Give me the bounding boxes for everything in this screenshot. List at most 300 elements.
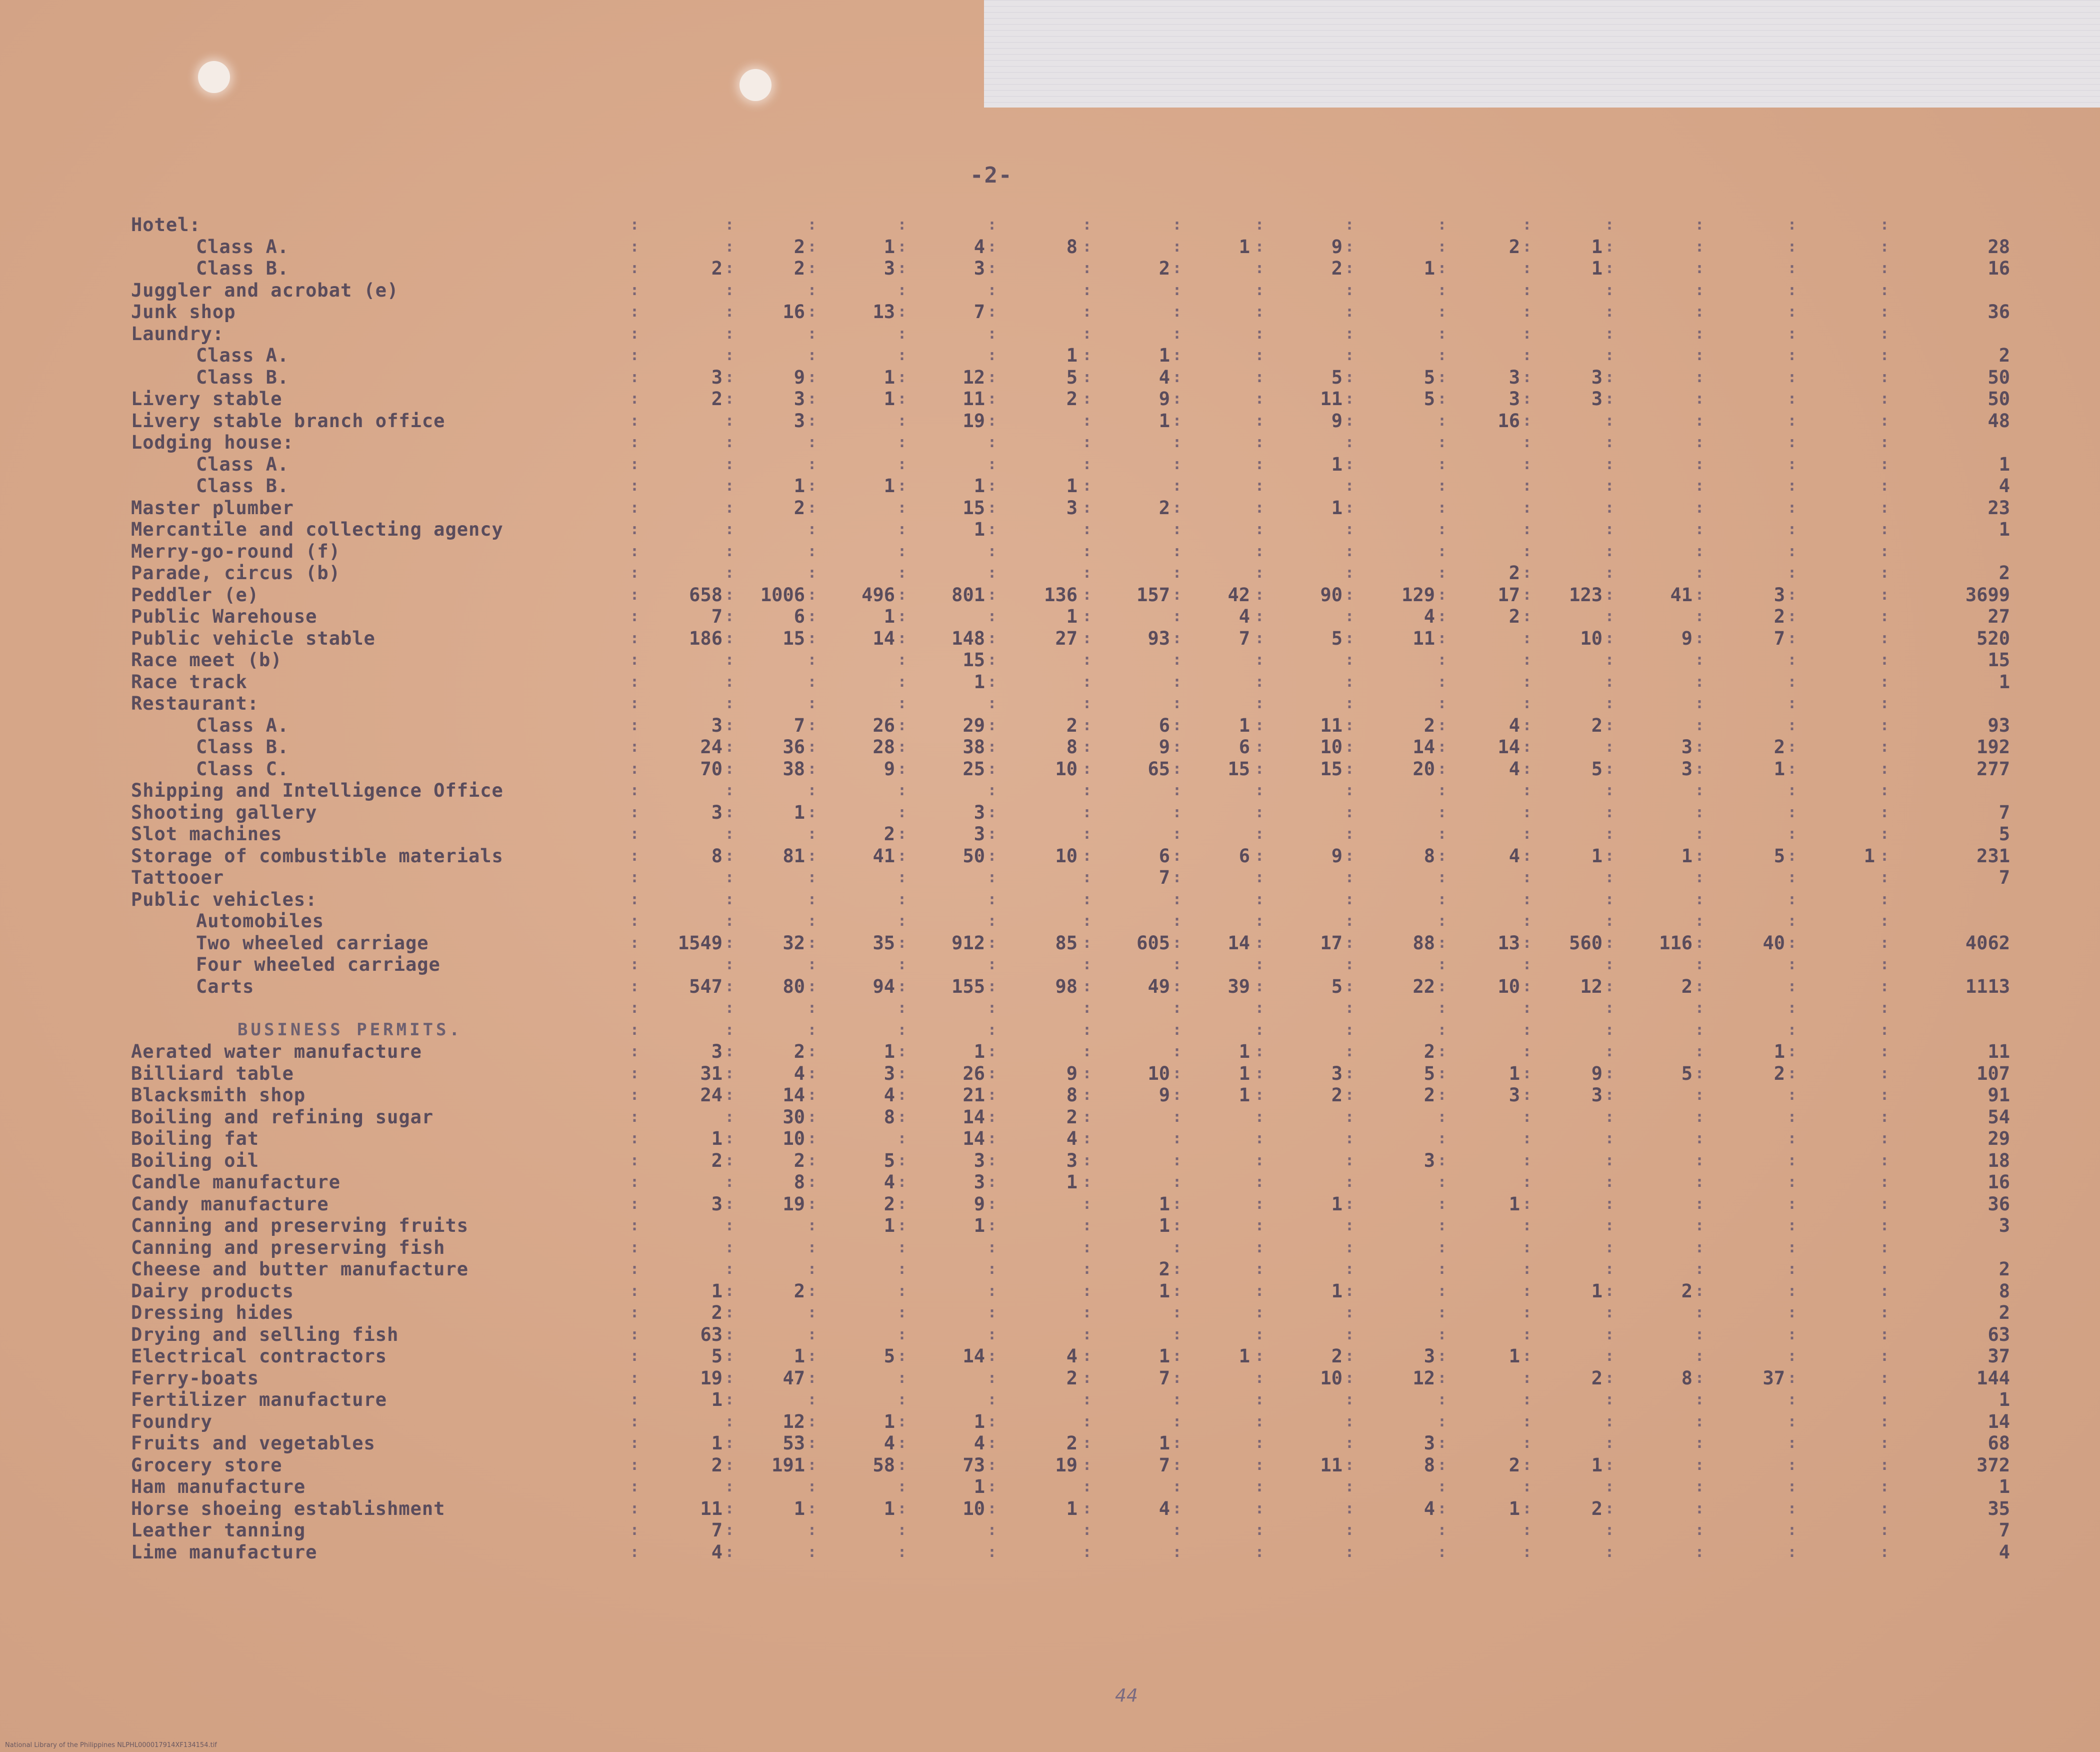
- column-separator: :: [808, 390, 817, 408]
- column-separator: :: [725, 1217, 734, 1234]
- column-separator: :: [725, 1391, 734, 1408]
- cell-value: 2: [1591, 714, 1602, 736]
- column-separator: :: [1082, 368, 1092, 386]
- table-row: [0, 867, 2100, 889]
- column-separator: :: [630, 390, 640, 408]
- cell-value: 3: [1591, 366, 1602, 388]
- table-row: [0, 606, 2100, 628]
- column-separator: :: [1695, 934, 1704, 952]
- table-row: [0, 497, 2100, 519]
- column-separator: :: [1438, 368, 1447, 386]
- cell-value: 4: [884, 1171, 895, 1193]
- column-separator: :: [808, 956, 817, 973]
- column-separator: :: [1605, 956, 1614, 973]
- column-separator: :: [1172, 1543, 1182, 1561]
- column-separator: :: [1172, 1456, 1182, 1474]
- column-separator: :: [725, 716, 734, 734]
- cell-value: 63: [700, 1323, 722, 1345]
- column-separator: :: [1880, 521, 1890, 538]
- column-separator: :: [1345, 608, 1354, 625]
- column-separator: :: [1695, 1347, 1704, 1365]
- column-separator: :: [1255, 1391, 1264, 1408]
- column-separator: :: [1082, 434, 1092, 451]
- column-separator: :: [1605, 238, 1614, 256]
- column-separator: :: [1082, 956, 1092, 973]
- column-separator: :: [808, 1499, 817, 1517]
- cell-value: 1: [1331, 453, 1342, 475]
- column-separator: :: [725, 1282, 734, 1300]
- column-separator: :: [1880, 716, 1890, 734]
- column-separator: :: [1255, 1108, 1264, 1126]
- table-row: [0, 1345, 2100, 1367]
- handwritten-page-number: 44: [1115, 1685, 1138, 1706]
- column-separator: :: [1438, 1412, 1447, 1430]
- column-separator: :: [725, 390, 734, 408]
- cell-value: 1: [884, 366, 895, 388]
- cell-value: 1: [1066, 475, 1078, 497]
- row-label: Class A.: [196, 236, 290, 258]
- column-separator: :: [1788, 1151, 1797, 1169]
- column-separator: :: [1605, 1521, 1614, 1539]
- table-row: [0, 1432, 2100, 1454]
- column-separator: :: [1438, 1217, 1447, 1234]
- cell-value: 801: [952, 584, 985, 606]
- column-separator: :: [630, 1151, 640, 1169]
- column-separator: :: [988, 260, 997, 277]
- table-row: [0, 1519, 2100, 1541]
- cell-value: 2: [1591, 1367, 1602, 1389]
- column-separator: :: [1438, 260, 1447, 277]
- column-separator: :: [1522, 564, 1532, 582]
- column-separator: :: [1522, 1282, 1532, 1300]
- cell-value: 10: [1498, 975, 1520, 997]
- column-separator: :: [1788, 1195, 1797, 1213]
- column-separator: :: [988, 1369, 997, 1387]
- cell-value: 1: [1066, 1497, 1078, 1519]
- column-separator: :: [1605, 1391, 1614, 1408]
- column-separator: :: [1345, 1412, 1354, 1430]
- cell-value: 15: [782, 627, 805, 649]
- cell-value: 2: [1508, 606, 1520, 627]
- column-separator: :: [1695, 1391, 1704, 1408]
- cell-value: 39: [1228, 975, 1250, 997]
- column-separator: :: [1695, 673, 1704, 691]
- cell-value: 10: [1580, 627, 1602, 649]
- column-separator: :: [1438, 1260, 1447, 1278]
- column-separator: :: [1880, 1282, 1890, 1300]
- column-separator: :: [1605, 1130, 1614, 1147]
- column-separator: :: [808, 368, 817, 386]
- column-separator: :: [1172, 869, 1182, 886]
- cell-value: 25: [962, 758, 985, 780]
- punch-hole-right: [740, 69, 772, 101]
- cell-value: 129: [1402, 584, 1435, 606]
- row-total: 2: [1998, 562, 2010, 584]
- table-row: [0, 432, 2100, 454]
- column-separator: :: [808, 260, 817, 277]
- column-separator: :: [1082, 738, 1092, 756]
- column-separator: :: [1880, 912, 1890, 930]
- table-row: [0, 1367, 2100, 1389]
- cell-value: 4: [974, 1432, 985, 1454]
- column-separator: :: [1695, 825, 1704, 843]
- column-separator: :: [1880, 760, 1890, 778]
- column-separator: :: [808, 1325, 817, 1343]
- column-separator: :: [988, 564, 997, 582]
- column-separator: :: [1695, 368, 1704, 386]
- column-separator: :: [1522, 738, 1532, 756]
- column-separator: :: [1255, 1195, 1264, 1213]
- cell-value: 1: [1331, 497, 1342, 519]
- column-separator: :: [1438, 956, 1447, 973]
- cell-value: 3: [711, 801, 722, 823]
- cell-value: 9: [1066, 1062, 1078, 1084]
- scanner-overlay-strip: [984, 0, 2100, 108]
- table-row: [0, 1193, 2100, 1215]
- cell-value: 8: [794, 1171, 805, 1193]
- column-separator: :: [1255, 390, 1264, 408]
- cell-value: 1: [1331, 1193, 1342, 1215]
- column-separator: :: [630, 1478, 640, 1495]
- column-separator: :: [988, 303, 997, 321]
- column-separator: :: [1438, 1499, 1447, 1517]
- column-separator: :: [1255, 869, 1264, 886]
- cell-value: 7: [711, 1519, 722, 1541]
- cell-value: 8: [1066, 236, 1078, 258]
- column-separator: :: [988, 673, 997, 691]
- column-separator: :: [1082, 1195, 1092, 1213]
- column-separator: :: [1345, 1021, 1354, 1039]
- row-label: Candle manufacture: [131, 1171, 340, 1193]
- column-separator: :: [988, 390, 997, 408]
- column-separator: :: [988, 412, 997, 430]
- row-label: Horse shoeing establishment: [131, 1497, 446, 1519]
- cell-value: 31: [700, 1062, 722, 1084]
- cell-value: 1: [1238, 1041, 1250, 1062]
- column-separator: :: [1522, 803, 1532, 821]
- column-separator: :: [725, 216, 734, 234]
- cell-value: 16: [782, 301, 805, 323]
- column-separator: :: [630, 1282, 640, 1300]
- row-total: 50: [1988, 388, 2010, 410]
- column-separator: :: [898, 869, 907, 886]
- cell-value: 15: [1228, 758, 1250, 780]
- column-separator: :: [1172, 782, 1182, 799]
- column-separator: :: [1880, 782, 1890, 799]
- column-separator: :: [1788, 1086, 1797, 1104]
- scan-credit: National Library of the Philippines NLPHL000017914XF134154.tif: [5, 1741, 217, 1749]
- column-separator: :: [1605, 1238, 1614, 1256]
- cell-value: 1: [974, 1476, 985, 1497]
- column-separator: :: [1438, 608, 1447, 625]
- column-separator: :: [1255, 521, 1264, 538]
- cell-value: 10: [782, 1128, 805, 1149]
- column-separator: :: [1345, 1064, 1354, 1082]
- row-label: Laundry:: [131, 323, 224, 345]
- cell-value: 1: [1508, 1497, 1520, 1519]
- cell-value: 2: [1331, 1345, 1342, 1367]
- row-label: Restaurant:: [131, 693, 260, 714]
- column-separator: :: [1788, 1238, 1797, 1256]
- column-separator: :: [898, 260, 907, 277]
- column-separator: :: [1880, 260, 1890, 277]
- table-row: [0, 671, 2100, 693]
- column-separator: :: [988, 1151, 997, 1169]
- column-separator: :: [898, 673, 907, 691]
- column-separator: :: [1788, 695, 1797, 712]
- cell-value: 10: [962, 1497, 985, 1519]
- row-label: Blacksmith shop: [131, 1084, 306, 1106]
- column-separator: :: [1255, 325, 1264, 343]
- column-separator: :: [1788, 1108, 1797, 1126]
- column-separator: :: [898, 1151, 907, 1169]
- column-separator: :: [1695, 1064, 1704, 1082]
- column-separator: :: [725, 1260, 734, 1278]
- cell-value: 53: [782, 1432, 805, 1454]
- column-separator: :: [808, 1021, 817, 1039]
- column-separator: :: [988, 434, 997, 451]
- cell-value: 4: [1066, 1128, 1078, 1149]
- cell-value: 6: [1158, 845, 1170, 867]
- column-separator: :: [1172, 1304, 1182, 1321]
- column-separator: :: [630, 956, 640, 973]
- cell-value: 1: [884, 388, 895, 410]
- row-label: Ham manufacture: [131, 1476, 306, 1497]
- column-separator: :: [1082, 1543, 1092, 1561]
- cell-value: 5: [1066, 366, 1078, 388]
- column-separator: :: [630, 1434, 640, 1452]
- cell-value: 157: [1136, 584, 1170, 606]
- column-separator: :: [898, 1217, 907, 1234]
- column-separator: :: [1695, 1543, 1704, 1561]
- column-separator: :: [1695, 521, 1704, 538]
- column-separator: :: [1172, 1108, 1182, 1126]
- column-separator: :: [808, 1412, 817, 1430]
- column-separator: :: [988, 1347, 997, 1365]
- column-separator: :: [1880, 1238, 1890, 1256]
- column-separator: :: [1438, 564, 1447, 582]
- column-separator: :: [1082, 1282, 1092, 1300]
- column-separator: :: [630, 1195, 640, 1213]
- cell-value: 10: [1148, 1062, 1170, 1084]
- column-separator: :: [1605, 1369, 1614, 1387]
- column-separator: :: [1438, 760, 1447, 778]
- column-separator: :: [898, 1543, 907, 1561]
- column-separator: :: [1522, 1173, 1532, 1191]
- column-separator: :: [630, 1021, 640, 1039]
- column-separator: :: [630, 1086, 640, 1104]
- column-separator: :: [725, 738, 734, 756]
- cell-value: 1: [1158, 345, 1170, 366]
- column-separator: :: [1522, 281, 1532, 299]
- cell-value: 70: [700, 758, 722, 780]
- column-separator: :: [1345, 1217, 1354, 1234]
- column-separator: :: [1172, 216, 1182, 234]
- column-separator: :: [988, 1391, 997, 1408]
- column-separator: :: [1345, 1369, 1354, 1387]
- row-label: Carts: [196, 975, 254, 997]
- column-separator: :: [1522, 825, 1532, 843]
- cell-value: 3: [884, 258, 895, 279]
- column-separator: :: [1605, 934, 1614, 952]
- column-separator: :: [1788, 1412, 1797, 1430]
- column-separator: :: [725, 1130, 734, 1147]
- column-separator: :: [1695, 586, 1704, 604]
- cell-value: 4: [711, 1541, 722, 1563]
- column-separator: :: [1788, 216, 1797, 234]
- column-separator: :: [808, 1260, 817, 1278]
- cell-value: 2: [1681, 1280, 1692, 1302]
- column-separator: :: [988, 956, 997, 973]
- cell-value: 4: [1066, 1345, 1078, 1367]
- row-total: 4: [1998, 475, 2010, 497]
- column-separator: :: [725, 368, 734, 386]
- column-separator: :: [808, 738, 817, 756]
- column-separator: :: [1345, 455, 1354, 473]
- cell-value: 19: [700, 1367, 722, 1389]
- column-separator: :: [1605, 1304, 1614, 1321]
- row-label: Shipping and Intelligence Office: [131, 780, 504, 801]
- table-row: [0, 562, 2100, 584]
- column-separator: :: [1345, 629, 1354, 647]
- cell-value: 9: [1158, 388, 1170, 410]
- column-separator: :: [1082, 1217, 1092, 1234]
- column-separator: :: [1082, 629, 1092, 647]
- cell-value: 8: [1066, 736, 1078, 758]
- column-separator: :: [725, 608, 734, 625]
- row-label: Hotel:: [131, 214, 201, 236]
- column-separator: :: [988, 542, 997, 560]
- cell-value: 19: [1055, 1454, 1078, 1476]
- column-separator: :: [1438, 1238, 1447, 1256]
- column-separator: :: [808, 412, 817, 430]
- column-separator: :: [630, 325, 640, 343]
- row-total: 93: [1988, 714, 2010, 736]
- column-separator: :: [1255, 1238, 1264, 1256]
- column-separator: :: [1255, 782, 1264, 799]
- column-separator: :: [1605, 1151, 1614, 1169]
- column-separator: :: [1788, 803, 1797, 821]
- cell-value: 3: [1508, 366, 1520, 388]
- row-total: 54: [1988, 1106, 2010, 1128]
- column-separator: :: [1082, 782, 1092, 799]
- column-separator: :: [1082, 412, 1092, 430]
- cell-value: 9: [1681, 627, 1692, 649]
- column-separator: :: [1695, 1478, 1704, 1495]
- column-separator: :: [1082, 586, 1092, 604]
- column-separator: :: [1880, 847, 1890, 865]
- column-separator: :: [1522, 586, 1532, 604]
- column-separator: :: [1605, 629, 1614, 647]
- column-separator: :: [1345, 521, 1354, 538]
- column-separator: :: [1605, 999, 1614, 1017]
- column-separator: :: [1788, 847, 1797, 865]
- row-label: Lime manufacture: [131, 1541, 318, 1563]
- column-separator: :: [1605, 608, 1614, 625]
- column-separator: :: [1788, 1369, 1797, 1387]
- column-separator: :: [1522, 1151, 1532, 1169]
- row-label: Dressing hides: [131, 1302, 294, 1323]
- cell-value: 4: [1424, 606, 1435, 627]
- column-separator: :: [1438, 1151, 1447, 1169]
- column-separator: :: [725, 238, 734, 256]
- column-separator: :: [630, 1304, 640, 1321]
- column-separator: :: [1438, 738, 1447, 756]
- column-separator: :: [988, 1304, 997, 1321]
- cell-value: 2: [1424, 1041, 1435, 1062]
- column-separator: :: [1880, 890, 1890, 908]
- column-separator: :: [1880, 999, 1890, 1017]
- column-separator: :: [1788, 1304, 1797, 1321]
- column-separator: :: [1788, 455, 1797, 473]
- table-row: [0, 715, 2100, 737]
- cell-value: 2: [1331, 258, 1342, 279]
- column-separator: :: [630, 455, 640, 473]
- column-separator: :: [898, 760, 907, 778]
- column-separator: :: [1255, 1543, 1264, 1561]
- row-total: 8: [1998, 1280, 2010, 1302]
- column-separator: :: [1082, 1238, 1092, 1256]
- cell-value: 4: [1158, 1497, 1170, 1519]
- column-separator: :: [1695, 260, 1704, 277]
- cell-value: 2: [794, 1280, 805, 1302]
- column-separator: :: [1605, 912, 1614, 930]
- column-separator: :: [1695, 434, 1704, 451]
- table-row: [0, 280, 2100, 302]
- column-separator: :: [630, 260, 640, 277]
- table-row: [0, 301, 2100, 323]
- cell-value: 116: [1659, 932, 1692, 954]
- cell-value: 15: [1320, 758, 1342, 780]
- column-separator: :: [898, 608, 907, 625]
- column-separator: :: [1788, 716, 1797, 734]
- column-separator: :: [1172, 1282, 1182, 1300]
- column-separator: :: [1522, 1521, 1532, 1539]
- column-separator: :: [1082, 934, 1092, 952]
- column-separator: :: [1438, 825, 1447, 843]
- column-separator: :: [1172, 325, 1182, 343]
- cell-value: 9: [1331, 845, 1342, 867]
- column-separator: :: [898, 1499, 907, 1517]
- column-separator: :: [988, 1217, 997, 1234]
- column-separator: :: [898, 1021, 907, 1039]
- column-separator: :: [1172, 455, 1182, 473]
- column-separator: :: [808, 281, 817, 299]
- column-separator: :: [1345, 782, 1354, 799]
- cell-value: 19: [962, 410, 985, 432]
- cell-value: 8: [1424, 845, 1435, 867]
- column-separator: :: [1345, 695, 1354, 712]
- column-separator: :: [1255, 716, 1264, 734]
- column-separator: :: [898, 738, 907, 756]
- column-separator: :: [1345, 325, 1354, 343]
- column-separator: :: [1172, 521, 1182, 538]
- cell-value: 38: [782, 758, 805, 780]
- cell-value: 2: [1424, 714, 1435, 736]
- column-separator: :: [1172, 1260, 1182, 1278]
- column-separator: :: [1788, 934, 1797, 952]
- column-separator: :: [898, 912, 907, 930]
- column-separator: :: [1788, 608, 1797, 625]
- column-separator: :: [1082, 673, 1092, 691]
- cell-value: 4: [884, 1432, 895, 1454]
- column-separator: :: [1880, 1151, 1890, 1169]
- row-total: 16: [1988, 258, 2010, 279]
- row-label: Boiling fat: [131, 1128, 260, 1149]
- column-separator: :: [1695, 238, 1704, 256]
- cell-value: 10: [1320, 736, 1342, 758]
- row-label: Fertilizer manufacture: [131, 1389, 388, 1410]
